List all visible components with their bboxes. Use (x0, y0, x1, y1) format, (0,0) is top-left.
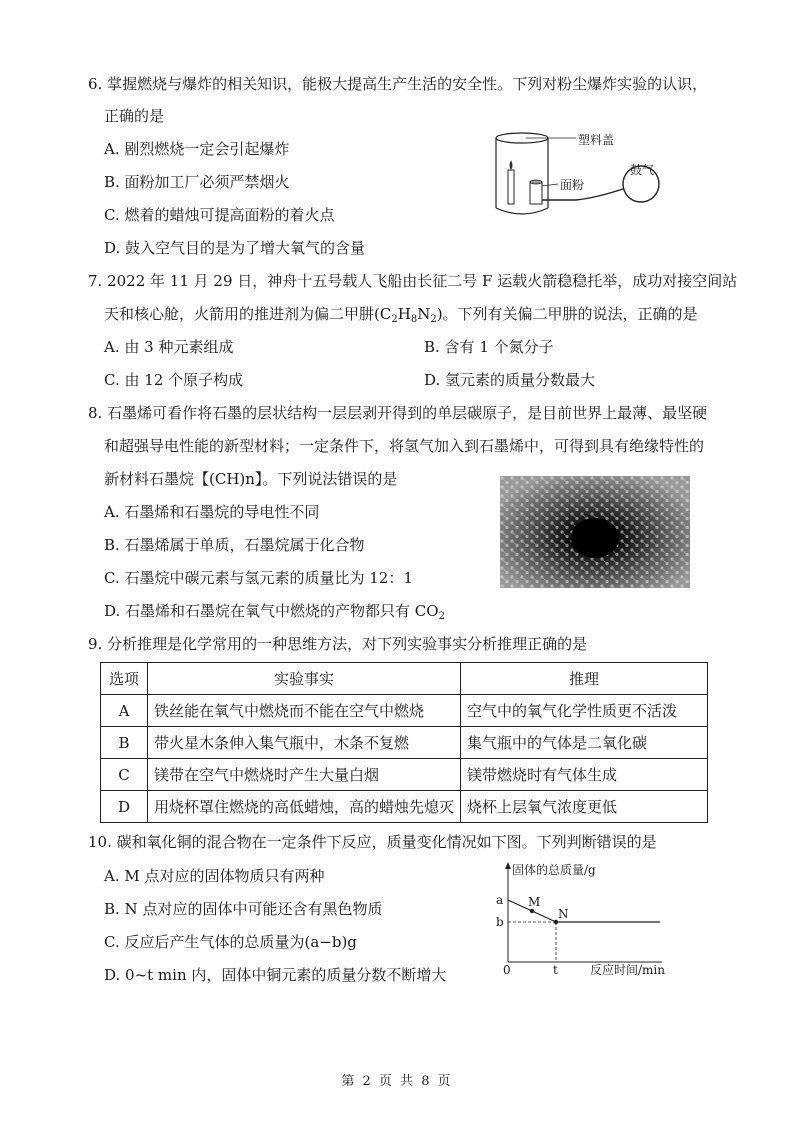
header-inference: 推理 (461, 663, 708, 695)
q10-option-d: D. 0~t min 内，固体中铜元素的质量分数不断增大 (104, 966, 447, 984)
q6-option-d: D. 鼓入空气目的是为了增大氧气的含量 (104, 239, 366, 257)
q8-stem-line2: 和超强导电性能的新型材料；一定条件下，将氢气加入到石墨烯中，可得到具有绝缘特性的 (104, 437, 705, 455)
cell-inference: 镁带燃烧时有气体生成 (461, 759, 708, 791)
table-row (101, 727, 708, 759)
cell-option: A (101, 695, 148, 727)
q6-option-a: A. 剧烈燃烧一定会引起爆炸 (104, 140, 290, 158)
graph-tick-b: b (496, 915, 504, 929)
table-header-row (101, 663, 708, 695)
cell-option: D (101, 791, 148, 823)
q7-stem-line2: 天和核心舱，火箭用的推进剂为偏二甲肼$(C_2H_8N_2)$。下列有关偏二甲肼的说法，正确的是 (104, 305, 698, 325)
cell-fact: 铁丝能在氧气中燃烧而不能在空气中燃烧 (148, 695, 461, 727)
cell-option: C (101, 759, 148, 791)
cell-fact: 用烧杯罩住燃烧的高低蜡烛，高的蜡烛先熄灭 (148, 791, 461, 823)
q7-stem-line1: 7. 2022 年 11 月 29 日，神舟十五号载人飞船由长征二号 F 运载火箭稳稳托举，成功对接空间站 (88, 272, 738, 290)
q10-stem: 10. 碳和氧化铜的混合物在一定条件下反应，质量变化情况如下图。下列判断错误的是 (88, 833, 657, 851)
q6-option-b: B. 面粉加工厂必须严禁烟火 (104, 173, 290, 191)
table-row (101, 695, 708, 727)
graphene-tube-image (500, 476, 690, 588)
q8-option-d: D. 石墨烯和石墨烷在氧气中燃烧的产物都只有 $CO_2$ (104, 602, 445, 622)
q10-option-b: B. N 点对应的固体中可能还含有黑色物质 (104, 900, 383, 918)
q10-option-c: C. 反应后产生气体的总质量为(a−b)g (104, 933, 357, 951)
cell-fact: 镁带在空气中燃烧时产生大量白烟 (148, 759, 461, 791)
graph-y-label: 固体的总质量/g (512, 863, 596, 877)
label-flour: 面粉 (560, 178, 585, 192)
cell-inference: 空气中的氧气化学性质更不活泼 (461, 695, 708, 727)
graph-point-n: N (558, 907, 569, 921)
label-plastic-lid: 塑料盖 (578, 133, 615, 147)
header-option: 选项 (101, 663, 148, 695)
header-fact: 实验事实 (148, 663, 461, 695)
q9-table (100, 662, 708, 823)
q7-option-c: C. 由 12 个原子构成 (104, 371, 244, 389)
graph-origin: 0 (503, 963, 511, 977)
q8-stem-line1: 8. 石墨烯可看作将石墨的层状结构一层层剥开得到的单层碳原子，是目前世界上最薄、最坚硬 (88, 404, 708, 422)
cell-inference: 烧杯上层氧气浓度更低 (461, 791, 708, 823)
q8-option-c: C. 石墨烷中碳元素与氢元素的质量比为 12：1 (104, 569, 413, 587)
q10-option-a: A. M 点对应的固体物质只有两种 (104, 867, 325, 885)
q8-option-a: A. 石墨烯和石墨烷的导电性不同 (104, 503, 320, 521)
table-row (101, 759, 708, 791)
q8-option-b: B. 石墨烯属于单质，石墨烷属于化合物 (104, 536, 365, 554)
table-row (101, 791, 708, 823)
cell-fact: 带火星木条伸入集气瓶中，木条不复燃 (148, 727, 461, 759)
page-footer: 第 2 页 共 8 页 (341, 1074, 453, 1089)
q6-option-c: C. 燃着的蜡烛可提高面粉的着火点 (104, 206, 335, 224)
cell-inference: 集气瓶中的气体是二氧化碳 (461, 727, 708, 759)
cell-option: B (101, 727, 148, 759)
q9-stem: 9. 分析推理是化学常用的一种思维方法，对下列实验事实分析推理正确的是 (88, 635, 588, 653)
graph-x-label: 反应时间/min (590, 963, 665, 977)
label-blow-air: 鼓气 (630, 163, 655, 177)
q7-option-a: A. 由 3 种元素组成 (104, 338, 234, 356)
q7-option-d: D. 氢元素的质量分数最大 (424, 371, 596, 389)
graph-point-m: M (528, 895, 541, 909)
q6-stem-line2: 正确的是 (104, 107, 165, 125)
q7-option-b: B. 含有 1 个氮分子 (424, 338, 554, 356)
graph-tick-a: a (496, 893, 504, 907)
graph-tick-t: t (553, 963, 558, 977)
q6-stem-line1: 6. 掌握燃烧与爆炸的相关知识，能极大提高生产生活的安全性。下列对粉尘爆炸实验的认识， (88, 75, 708, 93)
q8-stem-line3: 新材料石墨烷【(CH)n】。下列说法错误的是 (104, 470, 398, 488)
